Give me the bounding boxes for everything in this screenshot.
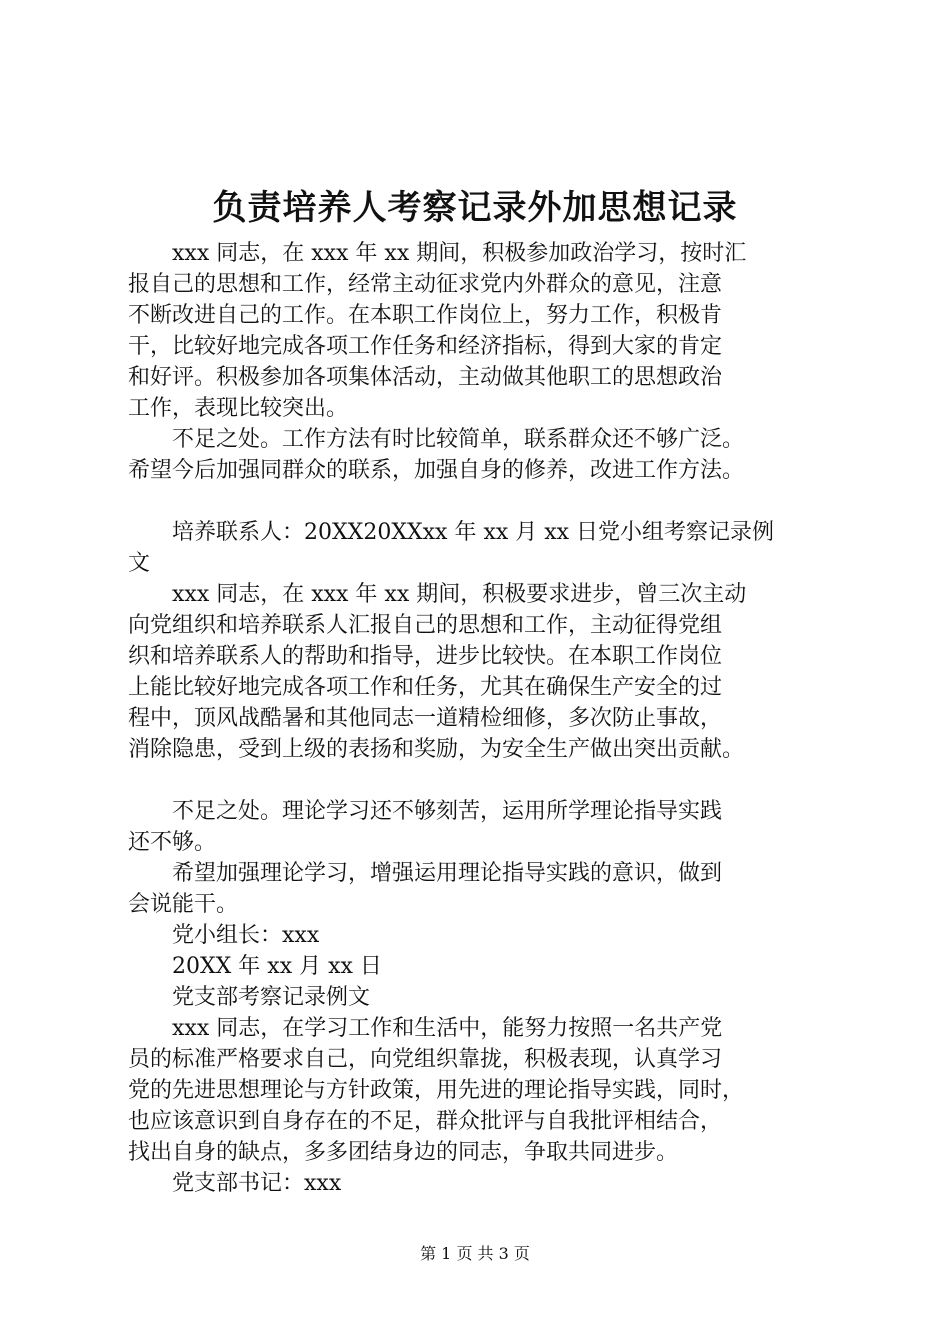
body-line: 和好评。积极参加各项集体活动，主动做其他职工的思想政治 [128, 365, 723, 390]
body-line: 上能比较好地完成各项工作和任务，尤其在确保生产安全的过 [128, 675, 723, 700]
body-line: 会说能干。 [128, 892, 239, 917]
body-line: 还不够。 [128, 830, 217, 855]
body-line: 党的先进思想理论与方针政策，用先进的理论指导实践，同时， [128, 1078, 745, 1103]
body-line: 不断改进自己的工作。在本职工作岗位上，努力工作，积极肯 [128, 303, 723, 328]
body-line: xxx 同志，在学习工作和生活中，能努力按照一名共产党 [128, 1016, 723, 1041]
body-line: 党支部考察记录例文 [128, 985, 371, 1010]
body-line: 培养联系人：20XX20XXxx 年 xx 月 xx 日党小组考察记录例 [128, 520, 775, 545]
body-line: 程中，顶风战酷暑和其他同志一道精检细修，多次防止事故， [128, 706, 723, 731]
body-line: 干，比较好地完成各项工作任务和经济指标，得到大家的肯定 [128, 334, 723, 359]
document-title: 负责培养人考察记录外加思想记录 [212, 188, 738, 228]
body-line: 也应该意识到自身存在的不足，群众批评与自我批评相结合， [128, 1109, 723, 1134]
body-line: 报自己的思想和工作，经常主动征求党内外群众的意见，注意 [128, 272, 723, 297]
body-line: 20XX 年 xx 月 xx 日 [128, 954, 382, 979]
body-line: 不足之处。工作方法有时比较简单，联系群众还不够广泛。 [128, 427, 745, 452]
body-line: 织和培养联系人的帮助和指导，进步比较快。在本职工作岗位 [128, 644, 723, 669]
body-line: 员的标准严格要求自己，向党组织靠拢，积极表现，认真学习 [128, 1047, 723, 1072]
body-line [128, 765, 838, 796]
body-line [128, 486, 838, 517]
document-body [128, 238, 838, 1199]
body-line: xxx 同志，在 xxx 年 xx 期间，积极要求进步，曾三次主动 [128, 582, 747, 607]
body-line: 找出自身的缺点，多多团结身边的同志，争取共同进步。 [128, 1140, 679, 1165]
body-line: 工作，表现比较突出。 [128, 396, 349, 421]
body-line: 不足之处。理论学习还不够刻苦，运用所学理论指导实践 [128, 799, 723, 824]
body-line: 向党组织和培养联系人汇报自己的思想和工作，主动征得党组 [128, 613, 723, 638]
page-footer: 第 1 页 共 3 页 [420, 1244, 530, 1263]
body-line: 希望今后加强同群众的联系，加强自身的修养，改进工作方法。 [128, 458, 745, 483]
body-line: 文 [128, 551, 151, 576]
body-line: 希望加强理论学习，增强运用理论指导实践的意识，做到 [128, 861, 723, 886]
body-line: 党支部书记：xxx [128, 1171, 342, 1196]
body-line: xxx 同志，在 xxx 年 xx 期间，积极参加政治学习，按时汇 [128, 241, 747, 266]
body-line: 党小组长：xxx [128, 923, 320, 948]
body-line: 消除隐患，受到上级的表扬和奖励，为安全生产做出突出贡献。 [128, 737, 745, 762]
